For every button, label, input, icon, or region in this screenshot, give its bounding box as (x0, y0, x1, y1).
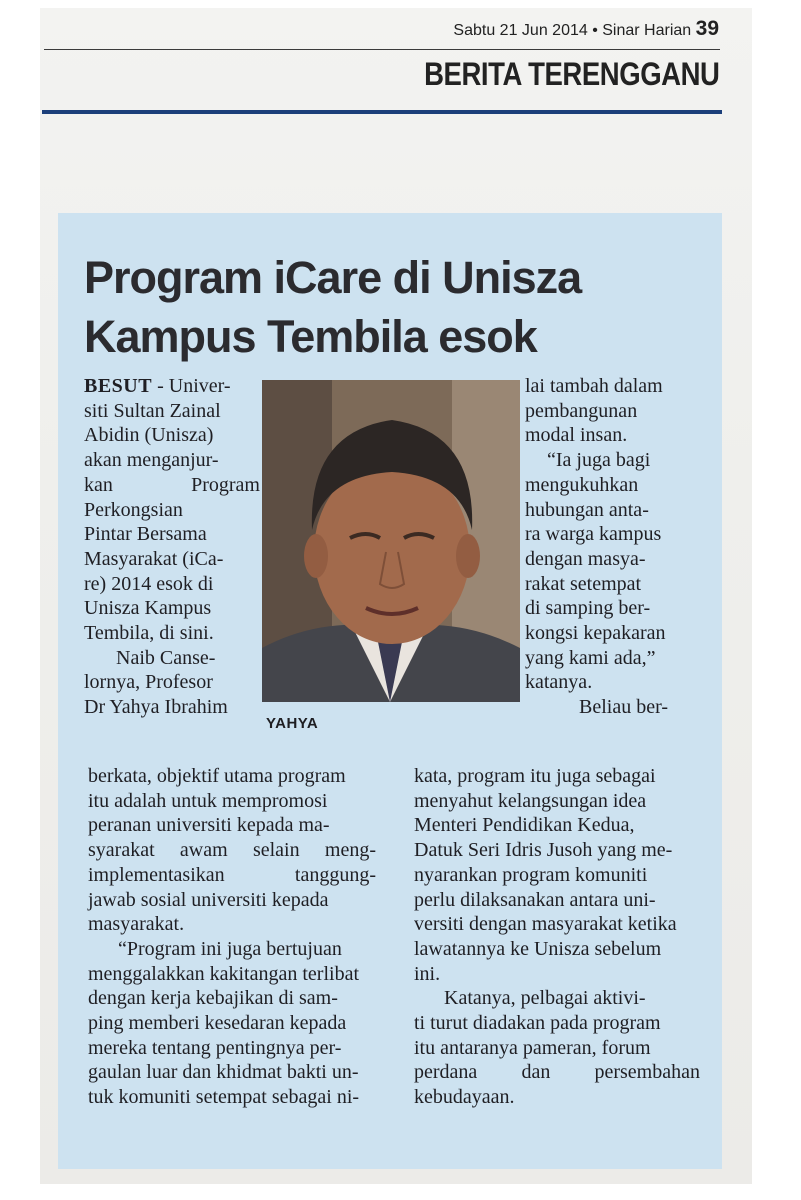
body-line: perlu dilaksanakan antara uni- (414, 888, 656, 911)
body-line: ti turut diadakan pada program (414, 1012, 661, 1035)
body-line: implementasikan tanggung- (88, 863, 376, 886)
body-line: siti Sultan Zainal (84, 399, 221, 422)
headline-line: Program iCare di Unisza (84, 252, 582, 303)
body-line (84, 374, 260, 399)
article-column-left (84, 374, 260, 720)
body-line: kan Program (84, 473, 260, 496)
body-line: perdana dan persembahan (414, 1061, 700, 1084)
body-line: jawab sosial universiti kepada (88, 888, 329, 911)
body-line: tuk komuniti setempat sebagai ni- (88, 1086, 360, 1109)
body-line: Datuk Seri Idris Jusoh yang me- (414, 839, 673, 862)
body-line: kongsi kepakaran (525, 622, 666, 645)
body-line: pembangunan (525, 399, 638, 422)
body-line: Naib Canse- (116, 646, 216, 669)
body-line: modal insan. (525, 424, 628, 447)
date-line (453, 17, 719, 41)
body-line: dengan masya- (525, 547, 646, 570)
body-line: nyarankan program komuniti (414, 863, 648, 886)
body-line: Dr Yahya Ibrahim (84, 696, 228, 719)
body-line: Beliau ber- (579, 696, 669, 719)
body-line: itu antaranya pameran, forum (414, 1036, 651, 1059)
body-line: syarakat awam selain meng- (88, 839, 376, 862)
body-line: Unisza Kampus (84, 597, 212, 620)
article-column-lower-left (88, 764, 376, 1110)
body-line: “Program ini juga bertujuan (118, 937, 342, 960)
body-line: peranan universiti kepada ma- (88, 814, 330, 837)
article-column-right (525, 374, 697, 720)
publication-date: Sabtu 21 Jun 2014 • Sinar Harian (453, 22, 692, 39)
body-line: hubungan anta- (525, 498, 649, 521)
body-line: Katanya, pelbagai aktivi- (444, 987, 646, 1010)
body-line: yang kami ada,” (525, 646, 656, 669)
body-text: - Univer- (152, 375, 231, 397)
body-line: gaulan luar dan khidmat bakti un- (88, 1061, 359, 1084)
body-line: Tembila, di sini. (84, 622, 214, 645)
body-line: Abidin (Unisza) (84, 424, 214, 447)
body-line: lornya, Profesor (84, 671, 213, 694)
body-line: mengukuhkan (525, 473, 639, 496)
body-line: dengan kerja kebajikan di sam- (88, 987, 338, 1010)
body-line: versiti dengan masyarakat ketika (414, 913, 677, 936)
body-line: Pintar Bersama (84, 523, 207, 546)
body-line: di samping ber- (525, 597, 651, 620)
page-number: 39 (695, 17, 719, 40)
body-line: masyarakat. (88, 913, 185, 936)
body-line: Masyarakat (iCa- (84, 547, 224, 570)
section-title: BERITA TERENGGANU (423, 56, 719, 92)
body-line: berkata, objektif utama program (88, 765, 346, 787)
body-line: katanya. (525, 671, 593, 694)
body-line: lawatannya ke Unisza sebelum (414, 937, 662, 960)
photo-caption: YAHYA (266, 715, 319, 732)
body-line: menyahut kelangsungan idea (414, 789, 647, 812)
body-line: Menteri Pendidikan Kedua, (414, 814, 635, 837)
byline: BESUT (84, 375, 153, 397)
body-line: kebudayaan. (414, 1086, 515, 1109)
portrait-photo (262, 380, 520, 702)
portrait-illustration (262, 380, 520, 702)
body-line: lai tambah dalam (525, 375, 663, 397)
section-rule (42, 110, 722, 114)
article-column-lower-right (414, 764, 700, 1110)
body-line: akan menganjur- (84, 449, 219, 472)
body-line: kata, program itu juga sebagai (414, 765, 656, 787)
body-line: rakat setempat (525, 572, 642, 595)
body-line: Perkongsian (84, 498, 183, 521)
body-line: “Ia juga bagi (547, 449, 651, 472)
body-line: itu adalah untuk mempromosi (88, 789, 328, 812)
header-rule (44, 49, 720, 50)
headline (84, 248, 704, 366)
body-line: mereka tentang pentingnya per- (88, 1036, 342, 1059)
body-line: menggalakkan kakitangan terlibat (88, 962, 360, 985)
body-line: ra warga kampus (525, 523, 662, 546)
body-line: re) 2014 esok di (84, 572, 214, 595)
body-line: ini. (414, 962, 441, 985)
headline-line: Kampus Tembila esok (84, 311, 537, 362)
body-line: ping memberi kesedaran kepada (88, 1012, 347, 1035)
